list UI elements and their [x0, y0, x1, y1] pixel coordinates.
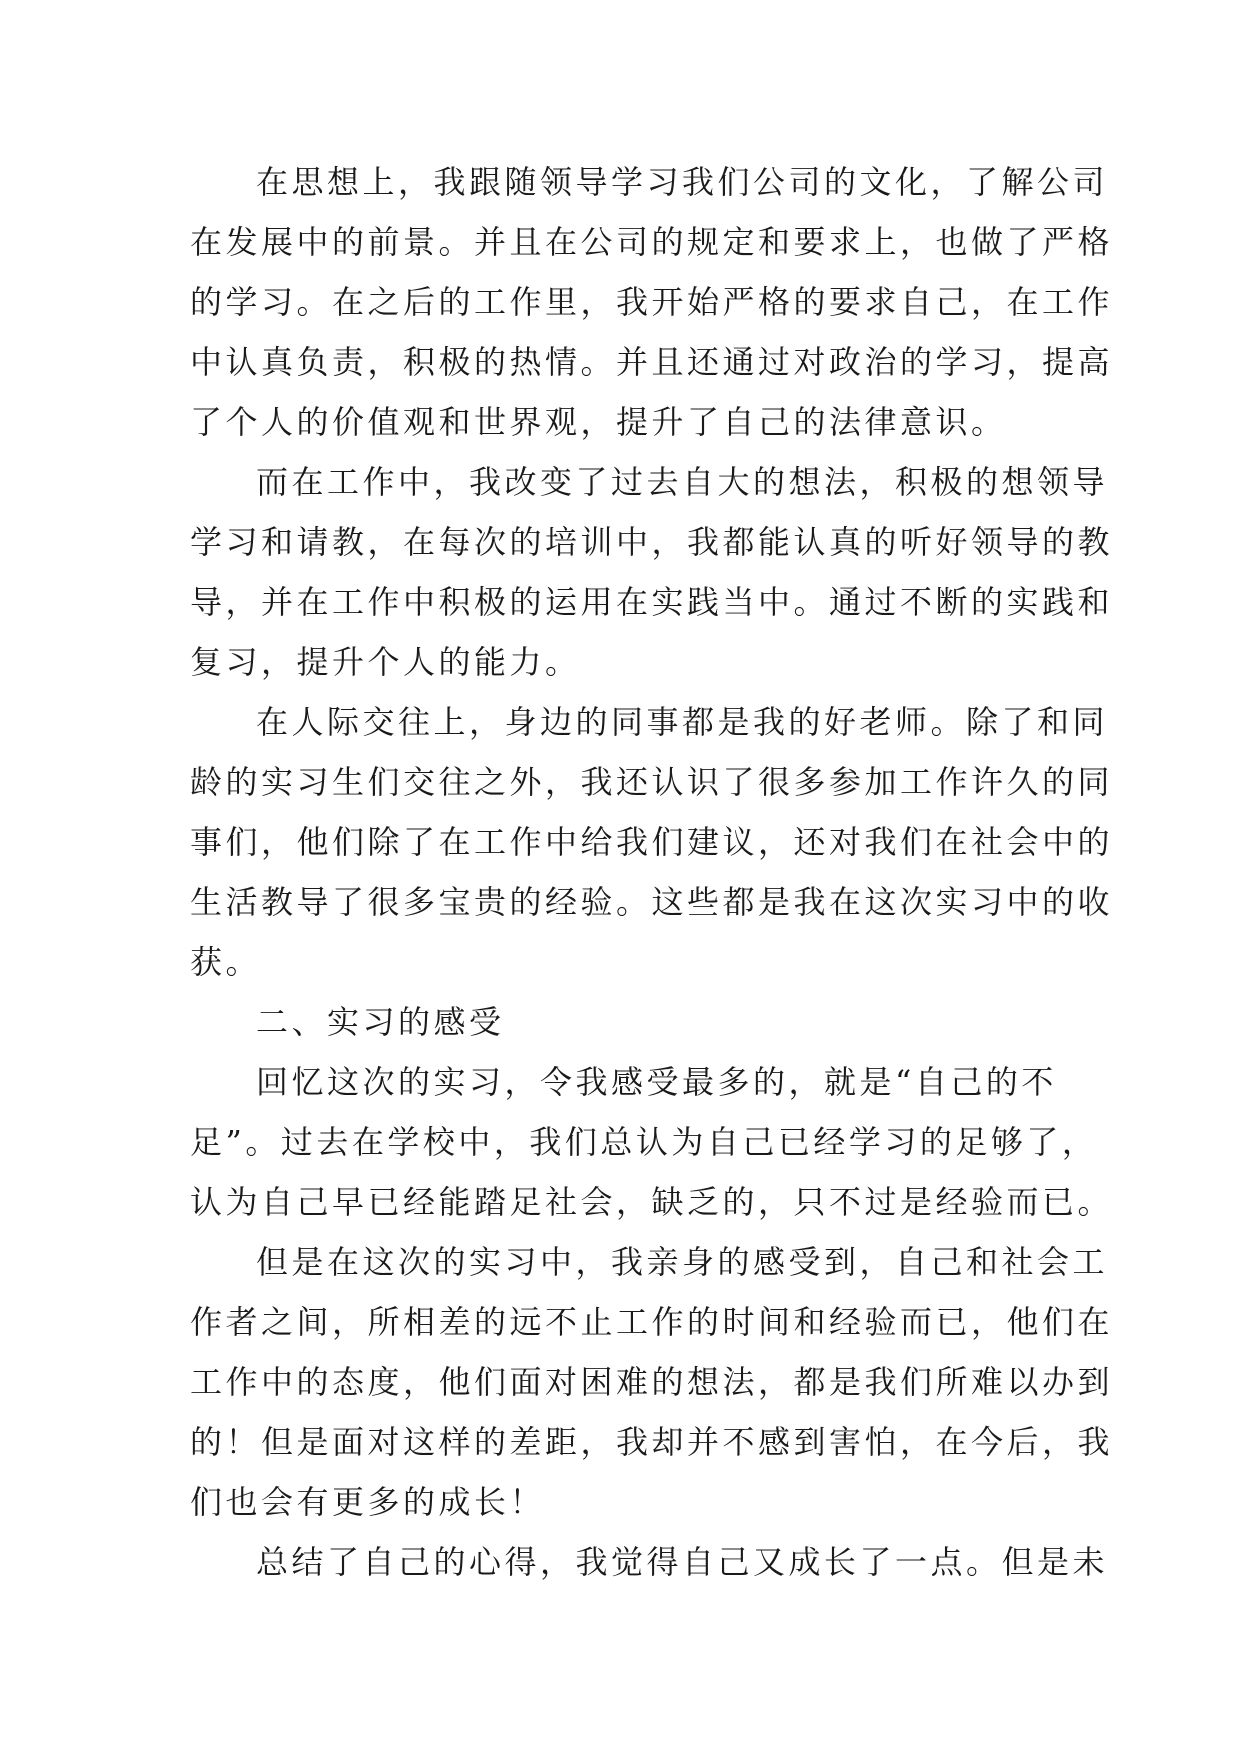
text-line: 的！但是面对这样的差距，我却并不感到害怕，在今后，我 [190, 1423, 1114, 1461]
text-line: 在发展中的前景。并且在公司的规定和要求上，也做了严格 [190, 223, 1114, 261]
text-line: 龄的实习生们交往之外，我还认识了很多参加工作许久的同 [190, 763, 1114, 801]
text-line: 在人际交往上，身边的同事都是我的好老师。除了和同 [256, 703, 1109, 741]
text-line: 足”。过去在学校中，我们总认为自己已经学习的足够了， [190, 1123, 1098, 1161]
document-body [190, 152, 1114, 1592]
text-line: 导，并在工作中积极的运用在实践当中。通过不断的实践和 [190, 583, 1114, 621]
text-line: 们也会有更多的成长！ [190, 1483, 546, 1521]
text-line: 认为自己早已经能踏足社会，缺乏的，只不过是经验而已。 [190, 1183, 1114, 1221]
text-line: 工作中的态度，他们面对困难的想法，都是我们所难以办到 [190, 1363, 1114, 1401]
text-line: 的学习。在之后的工作里，我开始严格的要求自己，在工作 [190, 283, 1114, 321]
text-line: 而在工作中，我改变了过去自大的想法，积极的想领导 [256, 463, 1109, 501]
text-line: 事们，他们除了在工作中给我们建议，还对我们在社会中的 [190, 823, 1114, 861]
text-line: 生活教导了很多宝贵的经验。这些都是我在这次实习中的收 [190, 883, 1114, 921]
text-line: 二、实习的感受 [256, 1003, 505, 1041]
text-line: 总结了自己的心得，我觉得自己又成长了一点。但是未 [256, 1543, 1109, 1581]
text-line: 学习和请教，在每次的培训中，我都能认真的听好领导的教 [190, 523, 1114, 561]
text-line: 在思想上，我跟随领导学习我们公司的文化，了解公司 [256, 163, 1109, 201]
text-line: 中认真负责，积极的热情。并且还通过对政治的学习，提高 [190, 343, 1114, 381]
text-line: 了个人的价值观和世界观，提升了自己的法律意识。 [190, 403, 1007, 441]
text-line: 复习，提升个人的能力。 [190, 643, 581, 681]
text-line: 获。 [190, 943, 262, 981]
text-line: 回忆这次的实习，令我感受最多的，就是“自己的不 [256, 1063, 1057, 1101]
text-line: 作者之间，所相差的远不止工作的时间和经验而已，他们在 [190, 1303, 1114, 1341]
text-line: 但是在这次的实习中，我亲身的感受到，自己和社会工 [256, 1243, 1109, 1281]
